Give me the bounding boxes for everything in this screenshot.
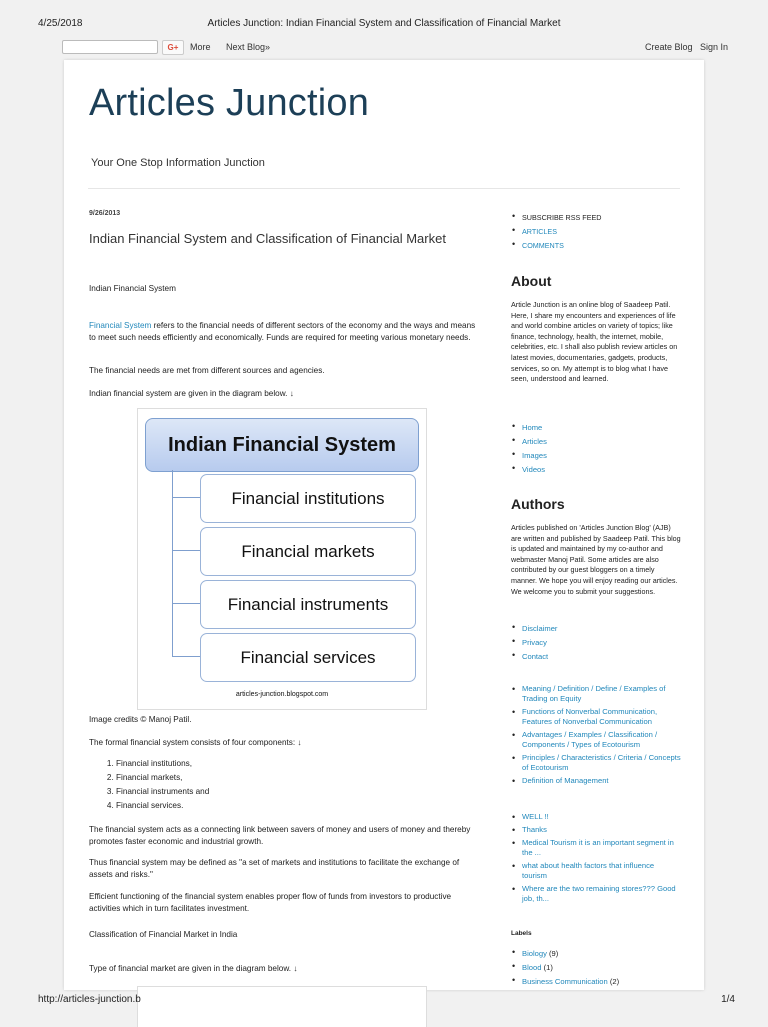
post-paragraph-7: Efficient functioning of the financial system enables proper flow of funds from investors to productive activities which in turn facilitates investment. <box>89 892 452 913</box>
print-date: 4/25/2018 <box>38 18 83 29</box>
google-plus-button[interactable]: G+ <box>162 40 184 55</box>
comment-item[interactable]: • Medical Tourism it is an important segment in the ... <box>511 838 681 858</box>
articles-link[interactable]: • Articles <box>511 435 547 449</box>
diagram-box-services: Financial services <box>200 633 416 682</box>
disclaimer-link[interactable]: • Disclaimer <box>511 622 557 636</box>
print-page-number: 1/4 <box>721 994 735 1005</box>
labels-list <box>511 947 619 989</box>
home-link[interactable]: • Home <box>511 421 547 435</box>
feed-links <box>511 211 601 253</box>
privacy-link[interactable]: • Privacy <box>511 636 557 650</box>
post-paragraph-1-text: refers to the financial needs of different sectors of the economy and the ways and means to meet such needs efficiently and economically. Funds are required for meeting various monetary needs. <box>89 321 476 342</box>
financial-system-diagram <box>137 408 427 710</box>
authors-text: Articles published on 'Articles Junction Blog' (AJB) are written and published by Saadeep Patil. This blog is updated and maintained by my co-author and webmaster Manoj Patil. Some articles are also contributed by our guest bloggers on a timely manner. We hope you will enjoy reading our articles. We welcome you to submit your suggestions. <box>511 523 681 596</box>
comment-item[interactable]: • Where are the two remaining stores??? Good job, th... <box>511 884 681 904</box>
recent-comments <box>511 812 681 904</box>
post-paragraph-8: Type of financial market are given in the diagram below. ↓ <box>89 964 298 973</box>
post-paragraph-6: Thus financial system may be defined as "a set of markets and institutions to facilitate the exchange of assets and risks." <box>89 858 460 879</box>
list-item: 3. Financial instruments and <box>116 785 209 799</box>
post-title[interactable]: Indian Financial System and Classification of Financial Market <box>89 231 446 246</box>
post-paragraph-3: Indian financial system are given in the diagram below. ↓ <box>89 389 294 398</box>
diagram-branch <box>172 656 200 657</box>
diagram-connector <box>172 470 173 657</box>
authors-heading: Authors <box>511 496 565 512</box>
blogger-navbar <box>38 34 730 60</box>
diagram-box-markets: Financial markets <box>200 527 416 576</box>
header-divider <box>88 188 680 189</box>
post-subheading-2: Classification of Financial Market in India <box>89 930 238 939</box>
list-item: 4. Financial services. <box>116 799 209 813</box>
labels-heading: Labels <box>511 930 532 937</box>
blog-title[interactable]: Articles Junction <box>89 82 370 124</box>
diagram-box-institutions: Financial institutions <box>200 474 416 523</box>
contact-link[interactable]: • Contact <box>511 650 557 664</box>
comments-feed-link[interactable]: • COMMENTS <box>511 239 601 253</box>
print-footer <box>0 992 768 1014</box>
post-paragraph-4: The formal financial system consists of four components: ↓ <box>89 738 302 747</box>
diagram-box-instruments: Financial instruments <box>200 580 416 629</box>
print-title: Articles Junction: Indian Financial System and Classification of Financial Market <box>207 18 561 29</box>
financial-system-link[interactable]: Financial System <box>89 321 152 330</box>
diagram-branch <box>172 497 200 498</box>
post-date: 9/26/2013 <box>89 210 121 217</box>
about-heading: About <box>511 273 552 289</box>
label-item[interactable]: • Biology (9) <box>511 947 619 961</box>
post-paragraph-2: The financial needs are met from different sources and agencies. <box>89 366 325 375</box>
popular-posts <box>511 684 681 786</box>
popular-post-item[interactable]: • Functions of Nonverbal Communication, Features of Nonverbal Communication <box>511 707 681 727</box>
videos-link[interactable]: • Videos <box>511 463 547 477</box>
navbar-search-input[interactable] <box>62 40 158 54</box>
post-subheading: Indian Financial System <box>89 284 176 293</box>
comment-item[interactable]: • WELL !! <box>511 812 681 822</box>
list-item: 1. Financial institutions, <box>116 757 209 771</box>
blog-description: Your One Stop Information Junction <box>91 157 265 169</box>
diagram-caption: articles-junction.blogspot.com <box>235 691 329 698</box>
label-item[interactable]: • Blood (1) <box>511 961 619 975</box>
popular-post-item[interactable]: • Principles / Characteristics / Criteria / Concepts of Ecotourism <box>511 753 681 773</box>
about-links <box>511 421 547 477</box>
next-blog-link[interactable]: Next Blog» <box>226 42 271 52</box>
image-credits: Image credits © Manoj Patil. <box>89 715 192 724</box>
images-link[interactable]: • Images <box>511 449 547 463</box>
sign-in-link[interactable]: Sign In <box>700 42 729 52</box>
popular-post-item[interactable]: • Meaning / Definition / Define / Examples of Trading on Equity <box>511 684 681 704</box>
post-paragraph-1 <box>89 320 477 343</box>
diagram-branch <box>172 550 200 551</box>
comment-item[interactable]: • what about health factors that influence tourism <box>511 861 681 881</box>
print-header <box>0 0 768 30</box>
create-blog-link[interactable]: Create Blog <box>645 42 693 52</box>
list-item: 2. Financial markets, <box>116 771 209 785</box>
popular-post-item[interactable]: • Definition of Management <box>511 776 681 786</box>
authors-links <box>511 622 557 664</box>
diagram-header: Indian Financial System <box>145 418 419 472</box>
diagram-branch <box>172 603 200 604</box>
popular-post-item[interactable]: • Advantages / Examples / Classification / Components / Types of Ecotourism <box>511 730 681 750</box>
components-list <box>98 757 209 813</box>
comment-item[interactable]: • Thanks <box>511 825 681 835</box>
articles-feed-link[interactable]: • ARTICLES <box>511 225 601 239</box>
post-paragraph-5: The financial system acts as a connecting link between savers of money and users of money and thereby promotes faster economic and industrial growth. <box>89 825 471 846</box>
more-link[interactable]: More <box>190 42 211 52</box>
label-item[interactable]: • Business Communication (2) <box>511 975 619 989</box>
about-text: Article Junction is an online blog of Saadeep Patil. Here, I share my encounters and experiences of life and world combine articles on variety of topics; like finance, technology, health, the internet, mobile, celebrities, etc. I shall also publish review articles on latest movies, documentaries, gadgets, products, services, so on. My attempt is to blog what I have seen, understood and learned. <box>511 300 678 384</box>
rss-feed-link[interactable]: • SUBSCRIBE RSS FEED <box>511 211 601 225</box>
print-url: http://articles-junction.b <box>38 994 141 1005</box>
